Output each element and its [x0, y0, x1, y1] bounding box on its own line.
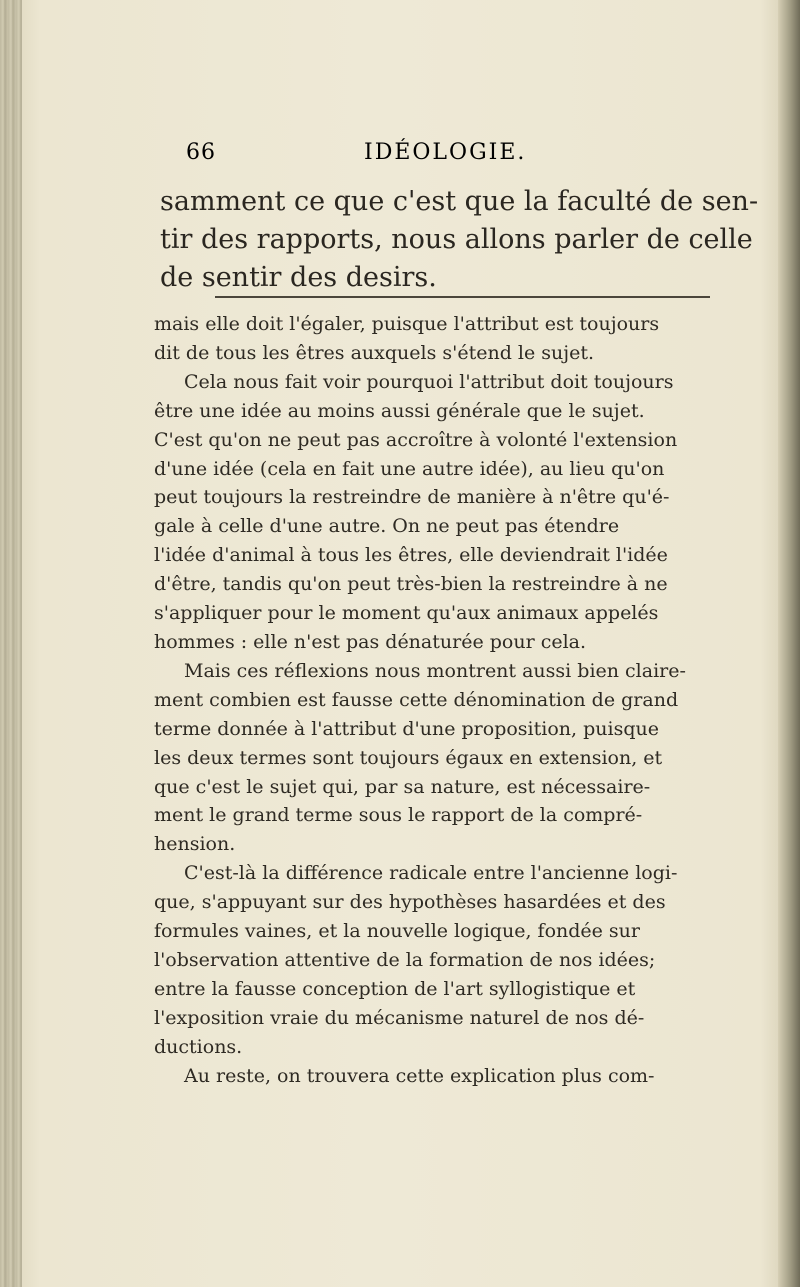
text-line: terme donnée à l'attribut d'une proposition, puisque [154, 717, 659, 740]
text-line: C'est qu'on ne peut pas accroître à volonté l'extension [154, 428, 678, 451]
lead-line: tir des rapports, nous allons parler de celle [160, 224, 753, 255]
text-line: ment le grand terme sous le rapport de la compré- [154, 804, 643, 827]
footnote-rule [215, 296, 710, 298]
page-edge [778, 0, 800, 1287]
text-line: que c'est le sujet qui, par sa nature, est nécessaire- [154, 775, 651, 798]
text-line: d'être, tandis qu'on peut très-bien la restreindre à ne [154, 573, 668, 596]
text-line: l'observation attentive de la formation de nos idées; [154, 948, 656, 971]
text-line: que, s'appuyant sur des hypothèses hasardées et des [154, 891, 666, 914]
text-line: formules vaines, et la nouvelle logique, fondée sur [154, 920, 641, 943]
lead-paragraph [160, 183, 759, 297]
text-line: être une idée au moins aussi générale que le sujet. [154, 399, 645, 422]
text-line: mais elle doit l'égaler, puisque l'attribut est toujours [154, 313, 660, 335]
lead-line: samment ce que c'est que la faculté de sen- [160, 186, 759, 217]
text-line: gale à celle d'une autre. On ne peut pas étendre [154, 515, 620, 538]
text-line: hommes : elle n'est pas dénaturée pour cela. [154, 630, 587, 653]
text-line: hension. [154, 833, 236, 856]
text-line: ment combien est fausse cette dénomination de grand [154, 688, 679, 711]
text-line: les deux termes sont toujours égaux en extension, et [154, 746, 663, 769]
text-line: d'une idée (cela en fait une autre idée), au lieu qu'on [154, 457, 665, 480]
text-line: l'idée d'animal à tous les êtres, elle deviendrait l'idée [154, 544, 668, 567]
text-line: entre la fausse conception de l'art syllogistique et [154, 977, 636, 1000]
page-number: 66 [186, 140, 216, 165]
text-line: l'exposition vraie du mécanisme naturel de nos dé- [154, 1006, 645, 1029]
text-line: Cela nous fait voir pourquoi l'attribut doit toujours [184, 370, 674, 393]
lead-line: de sentir des desirs. [160, 262, 437, 293]
text-line: dit de tous les êtres auxquels s'étend le sujet. [154, 341, 595, 364]
text-line: C'est-là la différence radicale entre l'ancienne logi- [184, 862, 678, 885]
text-line: peut toujours la restreindre de manière à n'être qu'é- [154, 486, 670, 509]
page-binding-shadow [0, 0, 22, 1287]
running-head: IDÉOLOGIE. [364, 140, 527, 165]
text-line: Au reste, on trouvera cette explication plus com- [184, 1064, 655, 1087]
text-line: Mais ces réflexions nous montrent aussi bien claire- [184, 659, 686, 682]
footnote-text [154, 310, 714, 1090]
page-header [186, 140, 686, 180]
text-line: s'appliquer pour le moment qu'aux animaux appelés [154, 602, 659, 625]
text-line: ductions. [154, 1035, 243, 1058]
